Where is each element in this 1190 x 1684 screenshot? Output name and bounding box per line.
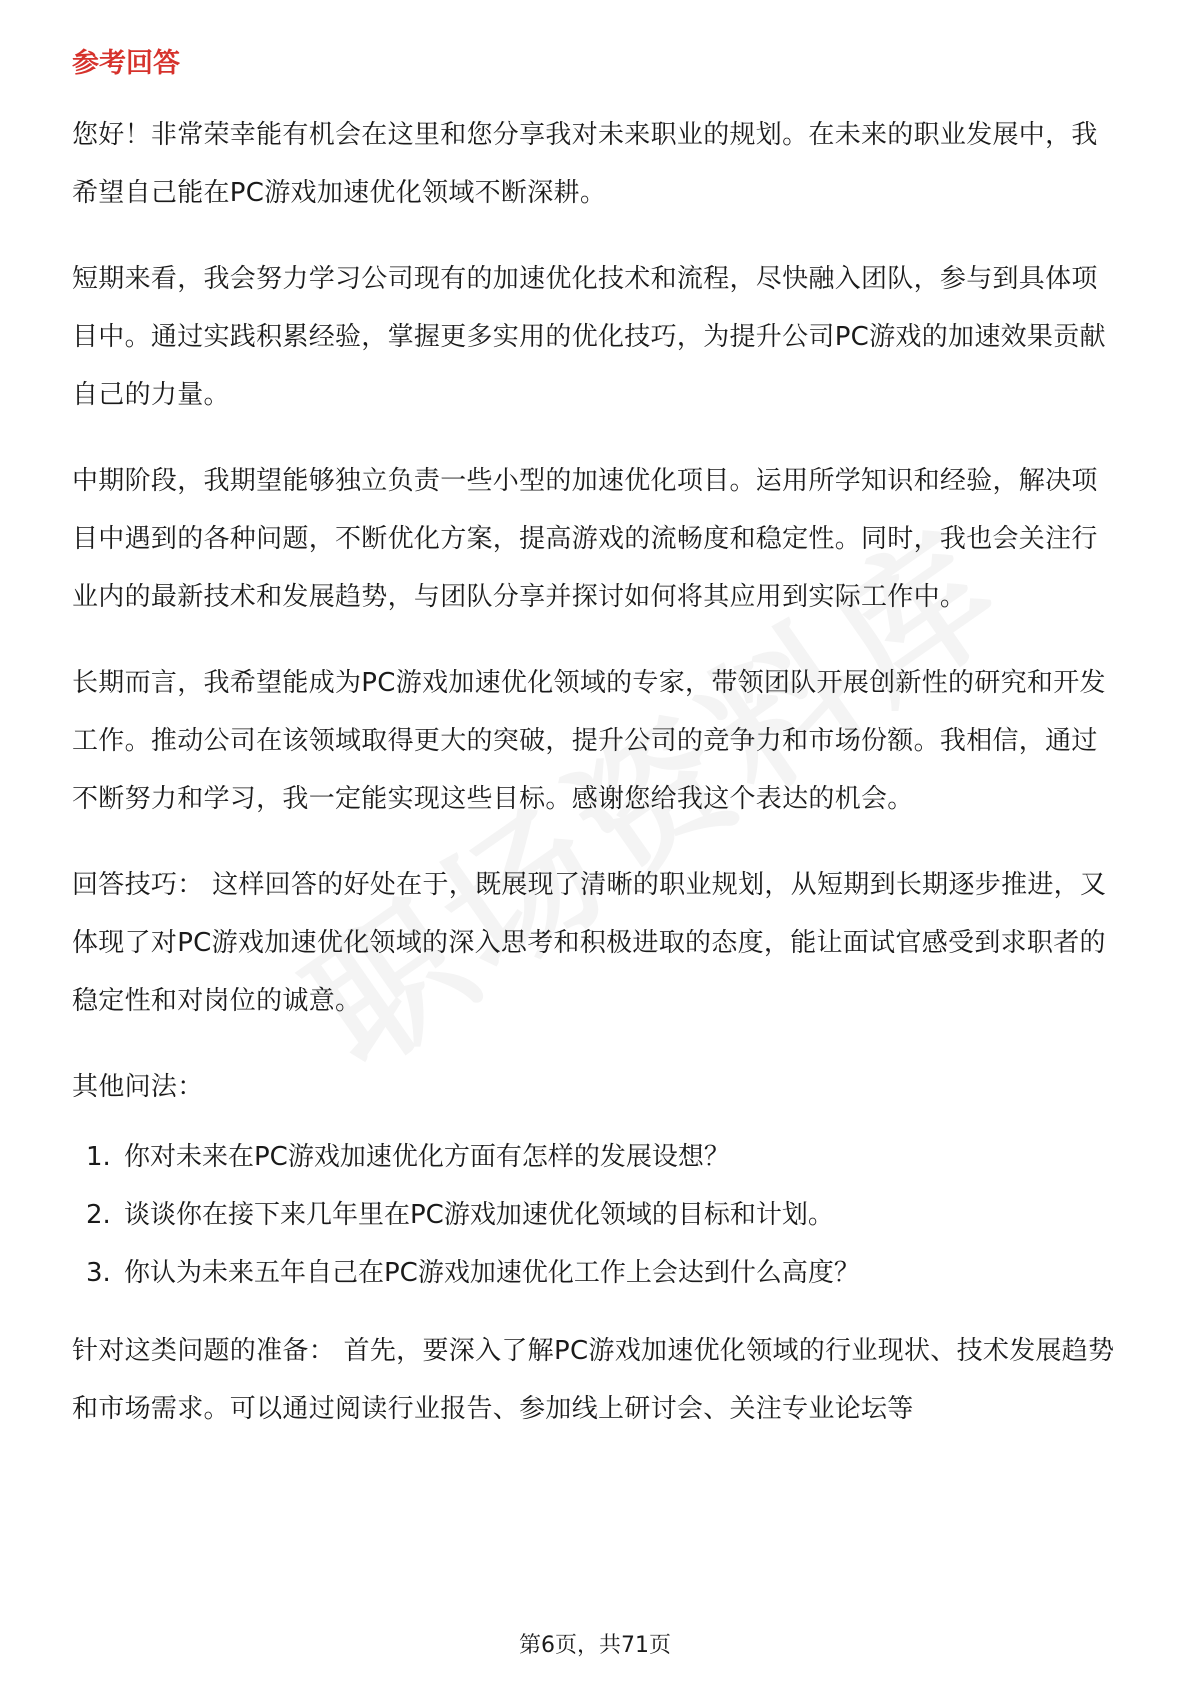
paragraph-other-questions-label: 其他问法： — [72, 1072, 204, 1102]
list-number: 2. — [86, 1200, 111, 1230]
page-footer: 第6页，共71页 — [519, 1633, 671, 1658]
section-heading: 参考回答 — [72, 48, 180, 79]
document-content — [72, 44, 1122, 1466]
paragraph-short-term: 短期来看，我会努力学习公司现有的加速优化技术和流程，尽快融入团队，参与到具体项目中。通过实践积累经验，掌握更多实用的优化技巧，为提升公司PC游戏的加速效果贡献自己的力量。 — [72, 264, 1106, 410]
paragraph-long-term: 长期而言，我希望能成为PC游戏加速优化领域的专家，带领团队开展创新性的研究和开发工作。推动公司在该领域取得更大的突破，提升公司的竞争力和市场份额。我相信，通过不断努力和学习，我一定能实现这些目标。感谢您给我这个表达的机会。 — [72, 668, 1106, 814]
list-item — [72, 1128, 1122, 1186]
paragraph-intro: 您好！非常荣幸能有机会在这里和您分享我对未来职业的规划。在未来的职业发展中，我希望自己能在PC游戏加速优化领域不断深耕。 — [72, 120, 1098, 208]
list-number: 1. — [86, 1142, 111, 1172]
question-list — [72, 1128, 1122, 1302]
paragraph-preparation: 针对这类问题的准备： 首先，要深入了解PC游戏加速优化领域的行业现状、技术发展趋势和市场需求。可以通过阅读行业报告、参加线上研讨会、关注专业论坛等 — [72, 1336, 1115, 1424]
paragraph-answer-tips: 回答技巧： 这样回答的好处在于，既展现了清晰的职业规划，从短期到长期逐步推进，又体现了对PC游戏加速优化领域的深入思考和积极进取的态度，能让面试官感受到求职者的稳定性和对岗位的诚意。 — [72, 870, 1107, 1016]
list-item-text: 谈谈你在接下来几年里在PC游戏加速优化领域的目标和计划。 — [124, 1200, 834, 1230]
list-item-text: 你认为未来五年自己在PC游戏加速优化工作上会达到什么高度？ — [124, 1258, 860, 1288]
list-item-text: 你对未来在PC游戏加速优化方面有怎样的发展设想？ — [124, 1142, 730, 1172]
paragraph-mid-term: 中期阶段，我期望能够独立负责一些小型的加速优化项目。运用所学知识和经验，解决项目中遇到的各种问题，不断优化方案，提高游戏的流畅度和稳定性。同时，我也会关注行业内的最新技术和发展趋势，与团队分享并探讨如何将其应用到实际工作中。 — [72, 466, 1098, 612]
list-item — [72, 1186, 1122, 1244]
list-number: 3. — [86, 1258, 111, 1288]
list-item — [72, 1244, 1122, 1302]
